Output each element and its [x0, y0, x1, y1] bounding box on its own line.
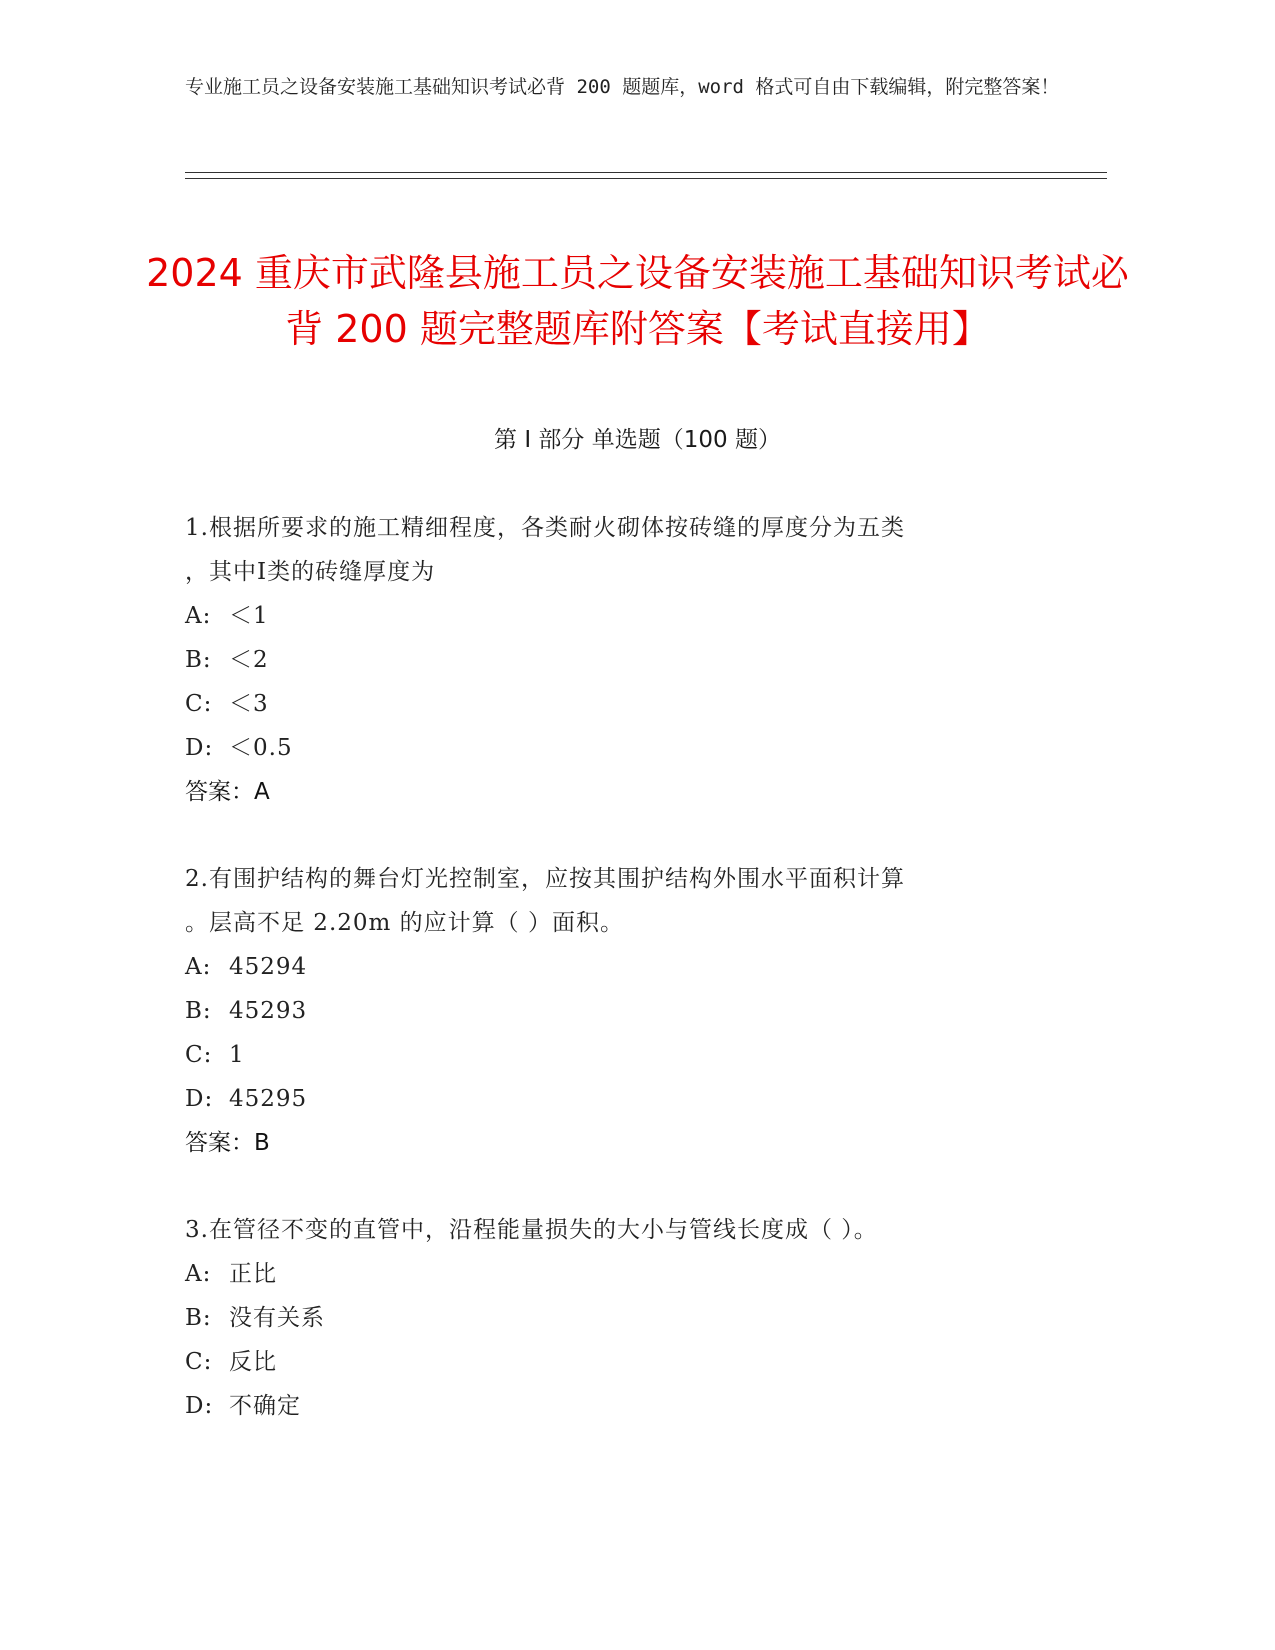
option-a: [185, 945, 1085, 989]
header-divider-bottom: [185, 178, 1107, 179]
option-letter: D:: [185, 1086, 214, 1112]
option-letter: C:: [185, 1042, 213, 1068]
option-letter: D:: [185, 1393, 214, 1419]
option-text: 正比: [229, 1261, 277, 1287]
option-text: 1: [229, 1042, 245, 1068]
option-a: [185, 594, 1085, 638]
question-stem-line: 2.有围护结构的舞台灯光控制室，应按其围护结构外围水平面积计算: [185, 866, 905, 892]
option-text: ＜2: [229, 647, 269, 673]
question-stem-line: 3.在管径不变的直管中，沿程能量损失的大小与管线长度成（ ）。: [185, 1217, 878, 1243]
option-letter: A:: [185, 1261, 212, 1287]
option-letter: B:: [185, 647, 212, 673]
answer: 答案：A: [185, 779, 270, 805]
option-text: 没有关系: [229, 1305, 325, 1331]
option-d: [185, 1384, 1085, 1428]
header-divider-top: [185, 172, 1107, 173]
option-text: ＜0.5: [229, 735, 293, 761]
option-b: [185, 989, 1085, 1033]
option-letter: C:: [185, 691, 213, 717]
option-text: ＜1: [229, 603, 269, 629]
question-list: [185, 506, 1085, 1428]
option-letter: D:: [185, 735, 214, 761]
section-title: 第 I 部分 单选题（100 题）: [494, 427, 781, 453]
question-stem-line: 。层高不足 2.20m 的应计算（ ）面积。: [185, 910, 624, 936]
question-2: [185, 857, 1085, 1165]
question-3: [185, 1208, 1085, 1428]
option-c: [185, 1033, 1085, 1077]
option-letter: B:: [185, 998, 212, 1024]
option-letter: B:: [185, 1305, 212, 1331]
question-spacer: [185, 1165, 1085, 1208]
option-text: 45294: [229, 954, 308, 980]
option-text: 45295: [229, 1086, 308, 1112]
option-letter: A:: [185, 954, 212, 980]
question-spacer: [185, 814, 1085, 857]
document-title: 2024 重庆市武隆县施工员之设备安装施工基础知识考试必背 200 题完整题库附答案【考试直接用】: [146, 251, 1129, 352]
option-b: [185, 638, 1085, 682]
option-text: 反比: [229, 1349, 277, 1375]
option-text: 不确定: [229, 1393, 301, 1419]
option-letter: A:: [185, 603, 212, 629]
option-c: [185, 1340, 1085, 1384]
question-stem-line: ，其中Ⅰ类的砖缝厚度为: [185, 559, 436, 585]
question-1: [185, 506, 1085, 814]
option-text: 45293: [229, 998, 308, 1024]
option-d: [185, 1077, 1085, 1121]
option-letter: C:: [185, 1349, 213, 1375]
option-a: [185, 1252, 1085, 1296]
option-c: [185, 682, 1085, 726]
option-text: ＜3: [229, 691, 269, 717]
header-note: 专业施工员之设备安装施工基础知识考试必背 200 题题库，word 格式可自由下载编辑，附完整答案！: [185, 76, 1060, 98]
option-b: [185, 1296, 1085, 1340]
answer: 答案：B: [185, 1130, 270, 1156]
option-d: [185, 726, 1085, 770]
question-stem-line: 1.根据所要求的施工精细程度，各类耐火砌体按砖缝的厚度分为五类: [185, 515, 905, 541]
